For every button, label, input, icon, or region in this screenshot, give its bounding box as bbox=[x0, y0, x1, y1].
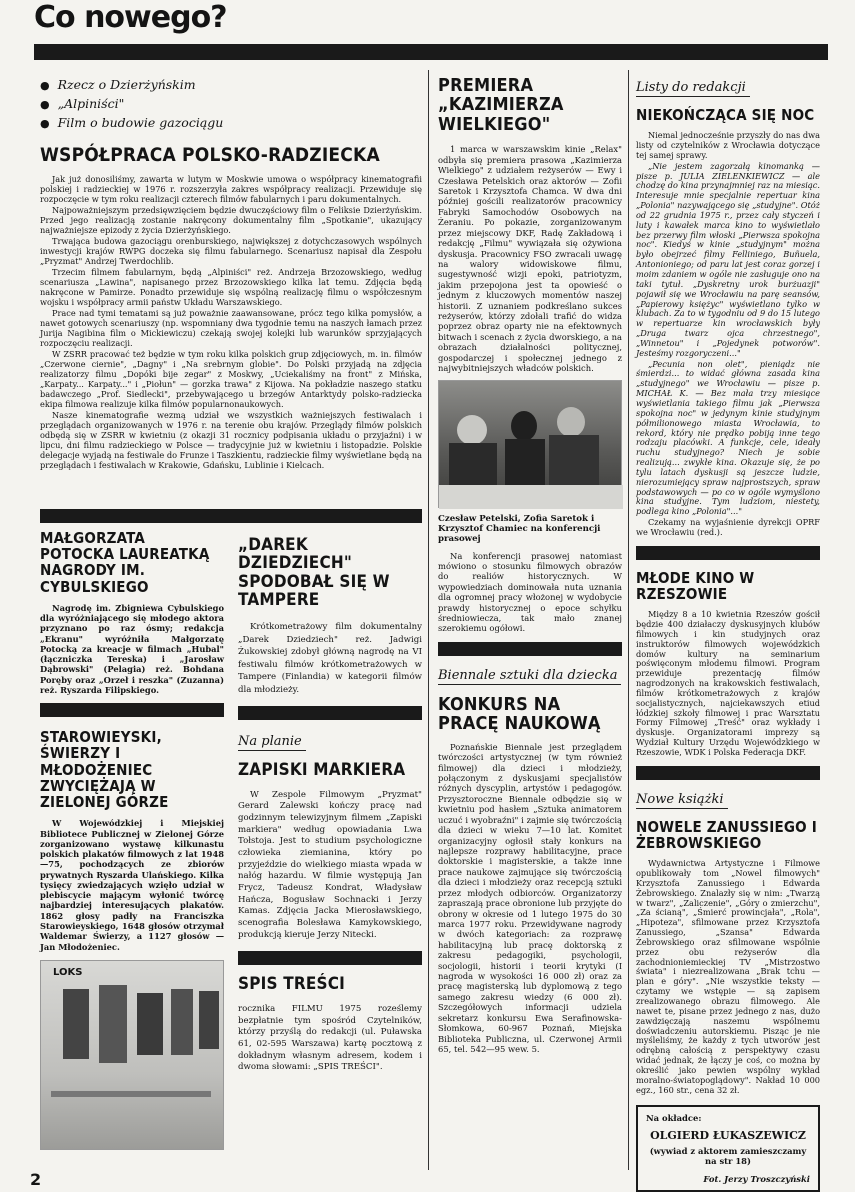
paragraph: „Nie jestem zagorzałą kinomanką — pisze p. JULIA ZIELENKIEWICZ — ale chodzę do kina przynajmniej raz na miesiąc. Interesuje mnie specjalnie repertuar kina „Polonia" nazywającego się „studyjne". Otóż od 22 grudnia 1975 r., przez cały styczeń i luty i kawałek marca kino to wyświetlało bez przerwy film włoski „Pierwsza spokojna noc". Kiedyś w kinie „studyjnym" można było obejrzeć filmy Felliniego, Buñuela, Antonioniego; od paru lat jest coraz gorzej i moim zdaniem w ogóle nie zasługuje ono na taki tytuł. „Dyskretny urok burżuazji" pojawił się we Wrocławiu na parę seansów, „Papierowy księżyc" wyświetlano tylko w klubach. Za to w tygodniu od 9 do 15 lutego w repertuarze kin wrocławskich były „Druga twarz ojca chrzestnego", „Winnetou" i „Pojedynek potworów". Jesteśmy rozgoryczeni..." bbox=[636, 160, 820, 358]
column-4 bbox=[636, 76, 820, 1185]
article-title: MAŁGORZATA POTOCKA LAUREATKĄ NAGRODY IM. CYBULSKIEGO bbox=[40, 529, 210, 596]
column-3 bbox=[438, 76, 622, 1170]
article-title: STAROWIEYSKI, ŚWIERZY I MŁODOŻENIEC ZWYCIĘŻAJĄ W ZIELONEJ GÓRZE bbox=[40, 728, 169, 812]
paragraph: W Wojewódzkiej i Miejskiej Bibliotece Publicznej w Zielonej Górze zorganizowano wystawę kilkunastu polskich plakatów filmowych z lat 1948—75, pochodzących ze zbiorów prywatnych Ryszarda Ulańskiego. Kilka tysięcy zwiedzających wzięło udział w plebiscycie mającym wyłonić twórcę najbardziej interesujących plakatów. 1862 głosy padły na Franciszka Starowieyskiego, 1648 głosów otrzymał Waldemar Świerzy, a 1127 głosów — Jan Młodożeniec. bbox=[40, 818, 224, 952]
section-divider bbox=[636, 546, 820, 560]
poster-shape bbox=[137, 993, 163, 1055]
article-title: NIEKOŃCZĄCA SIĘ NOC bbox=[636, 106, 815, 124]
section-divider bbox=[40, 703, 224, 717]
column-1-lower bbox=[40, 530, 224, 1170]
article-body bbox=[40, 818, 224, 952]
article-title: KONKURS NA PRACĘ NAUKOWĄ bbox=[438, 693, 601, 735]
article-title: NOWELE ZANUSSIEGO I ŻEBROWSKIEGO bbox=[636, 817, 817, 852]
article-title: ZAPISKI MARKIERA bbox=[238, 760, 406, 781]
article-body bbox=[238, 1004, 422, 1074]
paragraph: Trzecim filmem fabularnym, będą „Alpiniści" reż. Andrzeja Brzozowskiego, według scenariusza „Lawina", napisanego przez Brzozowskiego kilka lat temu. Zdjęcia będą nakręcone w Pamirze. Ponadto przewiduje się wspólną realizację filmu o współczesnym wojsku i współpracy armii państw Układu Warszawskiego. bbox=[40, 266, 422, 307]
photo-credit: Fot. Jerzy Troszczyński bbox=[703, 1174, 810, 1185]
paragraph: „Pecunia non olet", pieniądz nie śmierdzi... to widać główna zasada kina „studyjnego" we Wrocławiu — pisze p. MICHAŁ K. — Bez mała trzy miesiące wyświetlania takiego filmu jak „Pierwsza spokojna noc" w jedynym kinie studyjnym półmilionowego miasta Wrocławia, to rekord, który nie prędko pobiją inne tego rodzaju placówki. A funkcje, cele, ideały ruchu studyjnego? Niech je sobie realizują... zwykłe kina. Okazuje się, że po tylu latach dyskusji są jeszcze ludzie, nierozumiejący spraw najprostszych, spraw podstawowych — po co w ogóle wymyślono kina studyjne. Tym ludziom, niestety, podlega kino „Polonia"..." bbox=[636, 358, 820, 517]
cover-label: Na okładce: bbox=[646, 1113, 702, 1124]
teaser-item: ● „Alpiniści" bbox=[40, 95, 422, 114]
column-rule bbox=[428, 70, 429, 1170]
article-body bbox=[238, 621, 422, 696]
photo-caption: Czesław Petelski, Zofia Saretok i Krzysztof Chamiec na konferencji prasowej bbox=[438, 513, 601, 545]
paragraph: 1 marca w warszawskim kinie „Relax" odbyła się premiera prasowa „Kazimierza Wielkiego" z udziałem reżyserów — Ewy i Czesława Petelskich oraz aktorów — Zofii Saretok i Krzysztofa Chamca. W dwa dni później gościli realizatorów pracownicy Fabryki Samochodów Osobowych na Żeraniu. Po pokazie, zorganizowanym przez miejscowy DKF, Radę Zakładową i redakcję „Filmu" wywiązała się ożywiona dyskusja. Pracownicy FSO zwracali uwagę na walory widowiskowe filmu, sugestywność wizji epoki, patriotyzm, jakim przepojona jest ta opowieść o jednym z kluczowych momentów naszej historii. Z uznaniem podkreślano sukces reżyserów, którzy zdołali trafić do widza poprzez obraz oparty nie na efektownych bitwach i scenach z życia dworskiego, a na obrazach działalności politycznej, gospodarczej i społecznej jednego z najwybitniejszych władców polskich. bbox=[438, 144, 622, 374]
paragraph: Niemal jednocześnie przyszły do nas dwa listy od czytelników z Wrocławia dotyczące tej samej sprawy. bbox=[636, 130, 820, 160]
cover-note: (wywiad z aktorem zamieszczamy na str 18) bbox=[649, 1146, 807, 1167]
section-divider bbox=[238, 706, 422, 720]
section-divider bbox=[238, 951, 422, 965]
paragraph: rocznika FILMU 1975 roześlemy bezpłatnie tym spośród Czytelników, którzy przyślą do redakcji (ul. Puławska 61, 02-595 Warszawa) kartę pocztową z dokładnym własnym adresem, kodem i dwoma słowami: „SPIS TREŚCI". bbox=[238, 1003, 422, 1073]
article-title: SPIS TREŚCI bbox=[238, 974, 346, 995]
paragraph: Trwająca budowa gazociągu orenburskiego, największej z dotychczasowych wspólnych inwestycji krajów RWPG doczeka się filmu fabularnego. Scenariusz napisał dla Zespołu „Pryzmat" Andrzej Twerdochlib. bbox=[40, 235, 422, 266]
masthead: Co nowego? bbox=[34, 0, 227, 35]
paragraph: Czekamy na wyjaśnienie dyrekcji OPRF we Wrocławiu (red.). bbox=[636, 517, 820, 537]
poster-shape bbox=[63, 989, 89, 1059]
cover-name: OLGIERD ŁUKASZEWICZ bbox=[650, 1129, 806, 1143]
teaser-bullets bbox=[40, 76, 422, 133]
paragraph: Na konferencji prasowej natomiast mówiono o stosunku filmowych obrazów do realiów historycznych. W wypowiedziach dominowała nuta uznania dla ogromnej pracy włożonej w wydobycie prawdy historycznej o epoce schyłku średniowiecza, tak mało znanej szerokiemu ogółowi. bbox=[438, 550, 622, 634]
exhibition-photo bbox=[40, 960, 224, 1150]
article-title: MŁODE KINO W RZESZOWIE bbox=[636, 568, 755, 603]
top-bar bbox=[34, 44, 828, 60]
paragraph: Krótkometrażowy film dokumentalny „Darek Dziedziech" reż. Jadwigi Żukowskiej zdobył główną nagrodę na VI festiwalu filmów krótkometrażowych w Tampere (Finlandia) w kategorii filmów dla młodzieży. bbox=[238, 622, 422, 695]
paragraph: Najpoważniejszym przedsięwzięciem będzie dwuczęściowy film o Feliksie Dzierżyńskim. Przed jego realizacją zostanie nakręcony dokumentalny film „Spotkanie", ukazujący najważniejsze epizody z życia Dzierżyńskiego. bbox=[40, 204, 422, 235]
column-rule bbox=[628, 70, 629, 1170]
article-body bbox=[40, 603, 224, 696]
paragraph: Nasze kinematografie wezmą udział we wszystkich ważniejszych festiwalach i przeglądach organizowanych w 1976 r. na terenie obu krajów. Przeglądy filmów polskich odbędą się w ZSRR w kwietniu (z okazji 31 rocznicy podpisania układu o przyjaźni) i w lipcu, dni filmu radzieckiego w Polsce — tradycyjnie już w kwietniu i listopadzie. Polskie delegacje wyjadą na festiwale do Frunze i Taszkientu, radzieckie filmy wyświetlane będą na przeglądach i festiwalach w Krakowie, Gdańsku, Lublinie i Kielcach. bbox=[40, 409, 422, 470]
paragraph: Jak już donosiliśmy, zawarta w lutym w Moskwie umowa o współpracy kinematografii polskiej i radzieckiej w 1976 r. rozszerzyła zakres współpracy realizacji. Przewiduje się rozpoczęcie w tym roku realizacji czterech filmów fabularnych i paru dokumentalnych. bbox=[40, 173, 422, 204]
paragraph: Między 8 a 10 kwietnia Rzeszów gościł będzie 400 działaczy dyskusyjnych klubów filmowych i kin studyjnych oraz instruktorów filmowych wojewódzkich domów kultury na seminarium poświęconym młodemu filmowi. Program przewiduje prezentację filmów nagrodzonych na krakowskich festiwalach, filmów krótkometrażowych z krajów socjalistycznych, najciekawszych etiud łódzkiej szkoły filmowej i prac Warsztatu Formy Filmowej „Treść" oraz wykłady i dyskusje. Organizatorami imprezy są Wydział Kultury Urzędu Wojewódzkiego w Rzeszowie, WDK i Polska Federacja DKF. bbox=[636, 609, 820, 757]
article-body bbox=[438, 742, 622, 1055]
teaser-item: ● Film o budowie gazociągu bbox=[40, 114, 422, 133]
premiere-photo bbox=[438, 380, 622, 508]
person-shape bbox=[511, 411, 537, 441]
article-body bbox=[636, 859, 820, 1095]
article-body bbox=[636, 131, 820, 538]
section-divider bbox=[438, 642, 622, 656]
article-body bbox=[636, 610, 820, 758]
poster-shape bbox=[199, 991, 219, 1049]
article-body bbox=[438, 144, 622, 373]
paragraph: Prace nad tymi tematami są już poważnie zaawansowane, prócz tego kilka pomysłów, a nawet gotowych scenariuszy (np. wspomniany dwa tygodnie temu na naszych łamach przez Jurija Nagibina film o Mickiewiczu) czekają swojej kolejki lub warunków sprzyjających rozpoczęciu realizacji. bbox=[40, 307, 422, 348]
article-body bbox=[40, 174, 422, 470]
column-2-lower bbox=[238, 530, 422, 1170]
person-shape bbox=[457, 415, 487, 445]
poster-shape bbox=[99, 985, 127, 1063]
section-kicker: Nowe książki bbox=[636, 792, 728, 809]
person-shape bbox=[557, 407, 585, 437]
page-number: 2 bbox=[30, 1170, 42, 1189]
table-shape bbox=[51, 1091, 211, 1097]
section-kicker: Na planie bbox=[238, 734, 306, 751]
teaser-item: ● Rzecz o Dzierżyńskim bbox=[40, 76, 422, 95]
paragraph: Poznańskie Biennale jest przeglądem twórczości artystycznej (w tym również filmowej) dla dzieci i młodzieży, połączonym z dyskusjami specjalistów różnych dyscyplin, artystów i pedagogów. Przysztoroczne Biennale odbędzie się w kwietniu pod hasłem „Sztuka animatorem uczuć i wyobraźni" i zajmie się twórczością dla dzieci w wieku 7—10 lat. Komitet organizacyjny ogłosił stały konkurs na najlepsze rozprawy habilitacyjne, prace doktorskie i magisterskie, a także inne prace naukowe zajmujące się twórczością dla dzieci i młodzieży oraz recepcją sztuki przez młodych odbiorców. Organizatorzy zapraszają prace obronione lub przyjęte do obrony w okresie od 1 lutego 1975 do 30 marca 1977 roku. Przewidywane nagrody w dwóch kategoriach: za rozprawę habilitacyjną lub pracę doktorską z zakresu pedagogiki, psychologii, socjologii, historii i teorii krytyki (I nagroda w wysokości 16 000 zł) oraz za pracę magisterską lub dyplomową z tego samego zakresu wiedzy (6 000 zł). Szczegółowych informacji udziela sekretarz konkursu Ewa Serafinowska-Słomkowa, 60-967 Poznań, Miejska Biblioteka Publiczna, ul. Czerwonej Armii 65, tel. 542—95 wew. 5. bbox=[438, 741, 622, 1055]
section-divider bbox=[636, 766, 820, 780]
paragraph: Nagrodę im. Zbigniewa Cybulskiego dla wyróżniającego się młodego aktora przyznano po raz ósmy; redakcja „Ekranu" wyróżniła Małgorzatę Potocką za kreacje w filmach „Hubal" (łączniczka Tereska) i „Jarosław Dąbrowski" (Pelagia) reż. Bohdana Poręby oraz „Orzeł i reszka" (Zuzanna) reż. Ryszarda Filipskiego. bbox=[40, 602, 224, 695]
column-1-top bbox=[40, 76, 422, 502]
cover-box bbox=[636, 1105, 820, 1192]
section-kicker: Biennale sztuki dla dziecka bbox=[438, 668, 621, 685]
article-title: PREMIERA „KAZIMIERZA WIELKIEGO" bbox=[438, 75, 564, 135]
article-title: „DAREK DZIEDZIECH" SPODOBAŁ SIĘ W TAMPERE bbox=[238, 535, 390, 611]
article-body bbox=[438, 551, 622, 634]
paragraph: W Zespole Filmowym „Pryzmat" Gerard Zalewski kończy pracę nad godzinnym telewizyjnym filmem „Zapiski markiera" według opowiadania Lwa Tołstoja. Jest to studium psychologiczne człowieka ziemianina, który po przyjeździe do wielkiego miasta wpada w nałóg hazardu. W filmie występują Jan Frycz, Tadeusz Kondrat, Władysław Hańcza, Bogusław Sochnacki i Jerzy Kamas. Zdjęcia Jacka Mierosławskiego, scenografia Bolesława Kamykowskiego, produkcją kieruje Jerzy Nitecki. bbox=[238, 789, 422, 940]
section-kicker: Listy do redakcji bbox=[636, 80, 750, 97]
article-body bbox=[238, 790, 422, 942]
section-divider bbox=[40, 509, 422, 523]
poster-shape bbox=[171, 989, 193, 1055]
table-shape bbox=[439, 485, 623, 509]
poster-text: LOKS bbox=[53, 966, 83, 978]
article-title: WSPÓŁPRACA POLSKO-RADZIECKA bbox=[40, 144, 380, 166]
paragraph: Wydawnictwa Artystyczne i Filmowe opublikowały tom „Nowel filmowych" Krzysztofa Zanussiego i Edwarda Żebrowskiego. Znalazły się w nim: „Twarzą w twarz", „Zaliczenie", „Góry o zmierzchu", „Za ścianą", „Śmierć prowincjała", „Rola", „Hipoteza", sfilmowane przez Krzysztofa Zanussiego, „Szansa" Edwarda Żebrowskiego oraz sfilmowane wspólnie przez obu reżyserów dla zachodnioniemieckiej TV „Mistrzostwo świata" i niezrealizowana „Brak tchu — plan e góry". „Nie wszystkie teksty — czytamy we wstępie — są zapisem zrealizowanego obrazu filmowego. Ale nawet te, pisane przez jednego z nas, dużo zawdzięczają naszemu wspólnemu doświadczeniu autorskiemu. Pisząc je nie myśleliśmy, że każdy z tych utworów jest odrębną całością z perspektywy czasu widać jednak, że łączy je coś, co można by określić jako pewien wspólny wykład moralno-światopoglądowy". Nakład 10 000 egz., 160 str., cena 32 zł. bbox=[636, 858, 820, 1095]
paragraph: W ZSRR pracować też będzie w tym roku kilka polskich grup zdjęciowych, m. in. filmów „Czerwone ciernie", „Dagny" i „Na srebrnym globie". Do Polski przyjadą na zdjęcia realizatorzy filmu „Dopóki bije zegar" z Moskwy, „Uciekaliśmy na front" z Mińska, „Karpaty... Karpaty..." i „Piołun" — gorzka trawa" z Kijowa. Na pokładzie naszego statku badawczego „Prof. Siedlecki", przebywającego u brzegów Antarktydy polsko-radziecka ekipa filmowa realizuje kilka filmów popularnonaukowych. bbox=[40, 348, 422, 409]
